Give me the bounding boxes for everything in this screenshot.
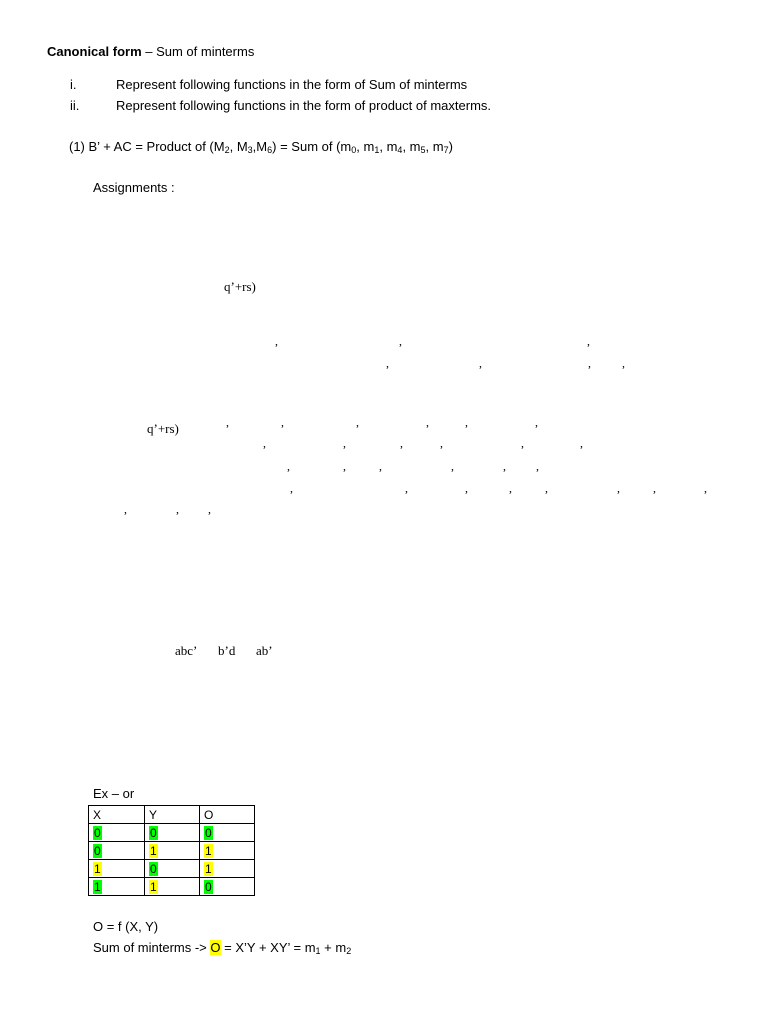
- comma-glyph: ,: [176, 502, 179, 516]
- comma-glyph: ,: [587, 334, 590, 348]
- comma-glyph: ,: [356, 415, 359, 429]
- comma-glyph: ,: [399, 334, 402, 348]
- table-cell: 1: [94, 861, 101, 876]
- comma-glyph: ,: [379, 459, 382, 473]
- comma-glyph: ,: [479, 356, 482, 370]
- comma-glyph: ,: [465, 415, 468, 429]
- table-row: [89, 824, 255, 842]
- truth-table: [88, 805, 255, 896]
- table-cell: 0: [150, 825, 157, 840]
- minterm-index: 0: [351, 145, 357, 155]
- fragment-text: q’+rs): [224, 279, 256, 294]
- sum-expression: = X’Y + XY’ = m: [220, 940, 316, 955]
- list-item-text: Represent following functions in the form of Sum of minterms: [116, 77, 468, 92]
- table-cell: 1: [150, 879, 157, 894]
- maxterm-index: 6: [267, 145, 273, 155]
- comma-glyph: ,: [580, 436, 583, 450]
- comma-glyph: ,: [535, 415, 538, 429]
- example-line: (1) B’ + AC = Product of ($M_2$, $M_3,M_6$) = Sum of ($m_0$, $m_1$, $m_4$, $m_5$, $m_7$): [69, 139, 453, 155]
- comma-glyph: ,: [521, 436, 524, 450]
- table-header-row: [89, 806, 255, 824]
- comma-glyph: ,: [343, 459, 346, 473]
- comma-glyph: ,: [704, 481, 707, 495]
- comma-glyph: ,: [536, 459, 539, 473]
- minterm-index: 1: [374, 145, 380, 155]
- comma-glyph: ,: [124, 502, 127, 516]
- fragment-text: abc’: [175, 643, 198, 658]
- table-cell: 1: [150, 843, 157, 858]
- comma-glyph: ,: [263, 436, 266, 450]
- comma-glyph: ,: [405, 481, 408, 495]
- maxterm-index: 2: [224, 145, 230, 155]
- table-row: [89, 842, 255, 860]
- highlighted-output: O: [210, 940, 221, 955]
- example-prefix: (1) B’ + AC = Product of (M: [69, 139, 225, 154]
- comma-glyph: ,: [208, 502, 211, 516]
- list-item-num: i.: [70, 77, 77, 92]
- comma-glyph: ,: [622, 356, 625, 370]
- fragment-text: q’+rs): [147, 421, 179, 436]
- table-cell: 1: [205, 861, 212, 876]
- minterm-index: 2: [346, 946, 352, 956]
- maxterm-index: 3: [247, 145, 253, 155]
- table-cell: 0: [94, 843, 101, 858]
- heading-rest: – Sum of minterms: [141, 44, 255, 59]
- heading-bold: Canonical form: [47, 44, 142, 59]
- minterm-index: 7: [443, 145, 449, 155]
- comma-glyph: ,: [275, 334, 278, 348]
- comma-glyph: ,: [226, 415, 229, 429]
- function-line: O = f (X, Y): [93, 919, 159, 934]
- comma-glyph: ,: [451, 459, 454, 473]
- table-cell: 0: [205, 879, 212, 894]
- sum-prefix: Sum of minterms ->: [93, 940, 211, 955]
- comma-glyph: ,: [503, 459, 506, 473]
- minterm-index: 4: [397, 145, 403, 155]
- header-cell: X: [89, 806, 145, 824]
- example-mid: = Sum of (m: [276, 139, 352, 154]
- table-cell: 0: [150, 861, 157, 876]
- sum-plus: + m: [320, 940, 347, 955]
- exor-label: Ex – or: [93, 786, 135, 801]
- comma-glyph: ,: [545, 481, 548, 495]
- table-cell: 0: [94, 825, 101, 840]
- comma-glyph: ,: [588, 356, 591, 370]
- fragment-text: b’d: [218, 643, 236, 658]
- comma-glyph: ,: [653, 481, 656, 495]
- sum-of-minterms-line: [93, 940, 351, 956]
- table-cell: 1: [94, 879, 101, 894]
- fragment-text: ab’: [256, 643, 273, 658]
- header-cell: O: [200, 806, 255, 824]
- comma-glyph: ,: [440, 436, 443, 450]
- table-cell: 0: [205, 825, 212, 840]
- comma-glyph: ,: [343, 436, 346, 450]
- minterm-index: 5: [420, 145, 426, 155]
- header-cell: Y: [145, 806, 200, 824]
- comma-glyph: ,: [287, 459, 290, 473]
- table-row: [89, 878, 255, 896]
- comma-glyph: ,: [281, 415, 284, 429]
- assignments-label: Assignments :: [93, 180, 175, 195]
- list-item-text: Represent following functions in the form of product of maxterms.: [116, 98, 492, 113]
- minterm-index: 1: [315, 946, 321, 956]
- comma-glyph: ,: [386, 356, 389, 370]
- comma-glyph: ,: [509, 481, 512, 495]
- comma-glyph: ,: [465, 481, 468, 495]
- table-cell: 1: [205, 843, 212, 858]
- comma-glyph: ,: [426, 415, 429, 429]
- table-row: [89, 860, 255, 878]
- comma-glyph: ,: [617, 481, 620, 495]
- page-heading: [47, 44, 254, 60]
- comma-glyph: ,: [290, 481, 293, 495]
- list-item-num: ii.: [70, 98, 80, 113]
- comma-glyph: ,: [400, 436, 403, 450]
